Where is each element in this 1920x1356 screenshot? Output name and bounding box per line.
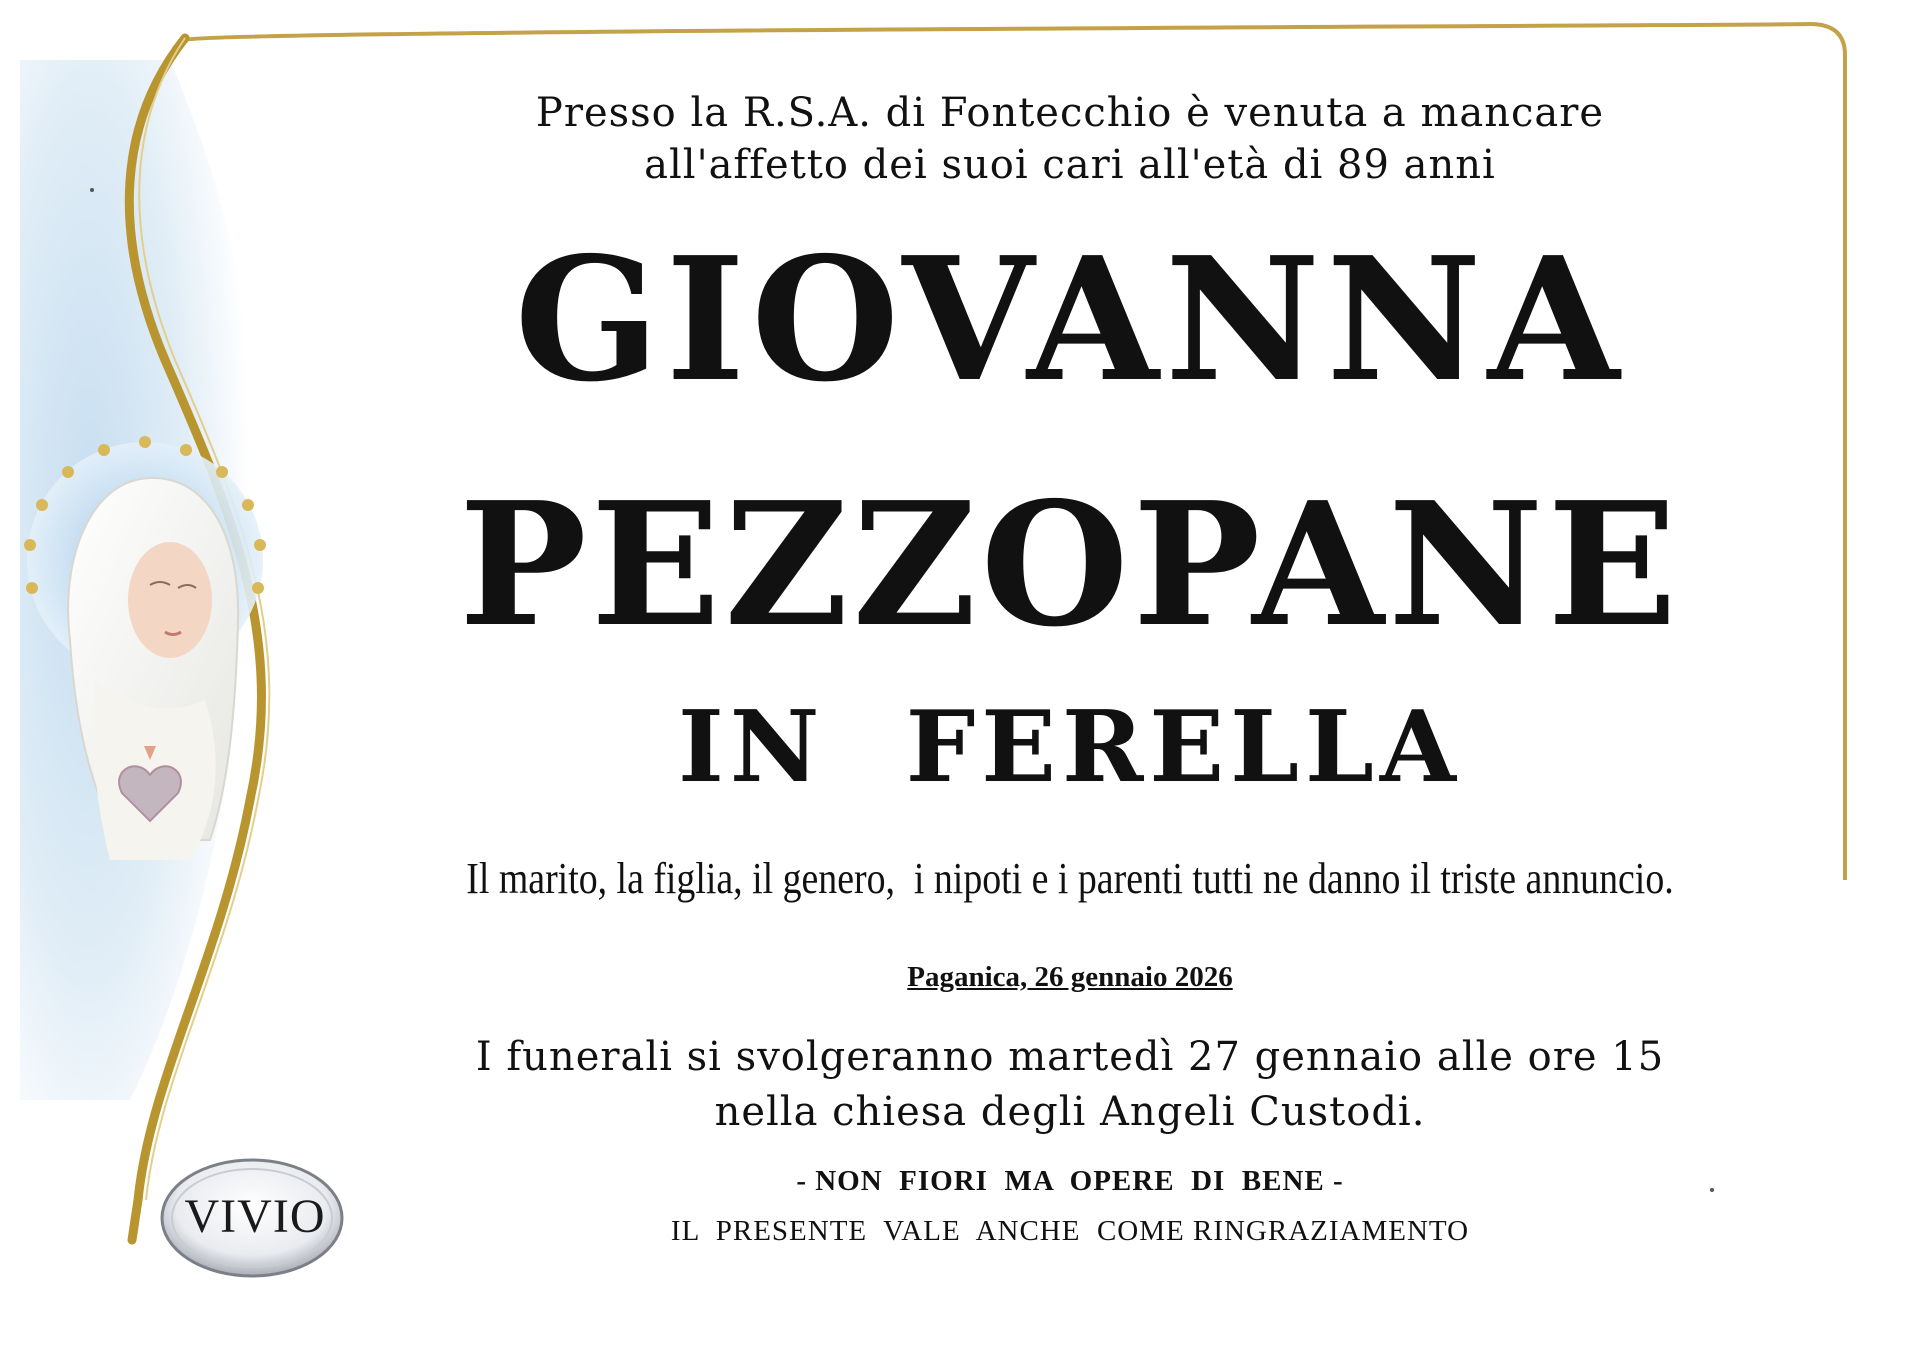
family-announcement: Il marito, la figlia, il genero, i nipoti e i parenti tutti ne danno il triste annuncio. [466, 854, 1674, 903]
funeral-line-2: nella chiesa degli Angeli Custodi. [714, 1089, 1426, 1135]
intro-line-1: Presso la R.S.A. di Fontecchio è venuta a mancare [535, 90, 1605, 136]
face [128, 542, 212, 658]
no-flowers-note: - NON FIORI MA OPERE DI BENE - [796, 1165, 1344, 1197]
thanks-note: IL PRESENTE VALE ANCHE COME RINGRAZIAMENTO [670, 1215, 1470, 1247]
deceased-first-name: GIOVANNA [514, 220, 1626, 420]
place-and-date: Paganica, 26 gennaio 2026 [907, 961, 1233, 993]
deceased-last-name: PEZZOPANE [458, 465, 1681, 665]
married-name: IN FERELLA [678, 690, 1462, 805]
intro-line-2: all'affetto dei suoi cari all'età di 89 anni [644, 142, 1496, 188]
logo-name: VIVIO [184, 1190, 326, 1243]
funeral-line-1: I funerali si svolgeranno martedì 27 gennaio alle ore 15 [475, 1034, 1665, 1080]
